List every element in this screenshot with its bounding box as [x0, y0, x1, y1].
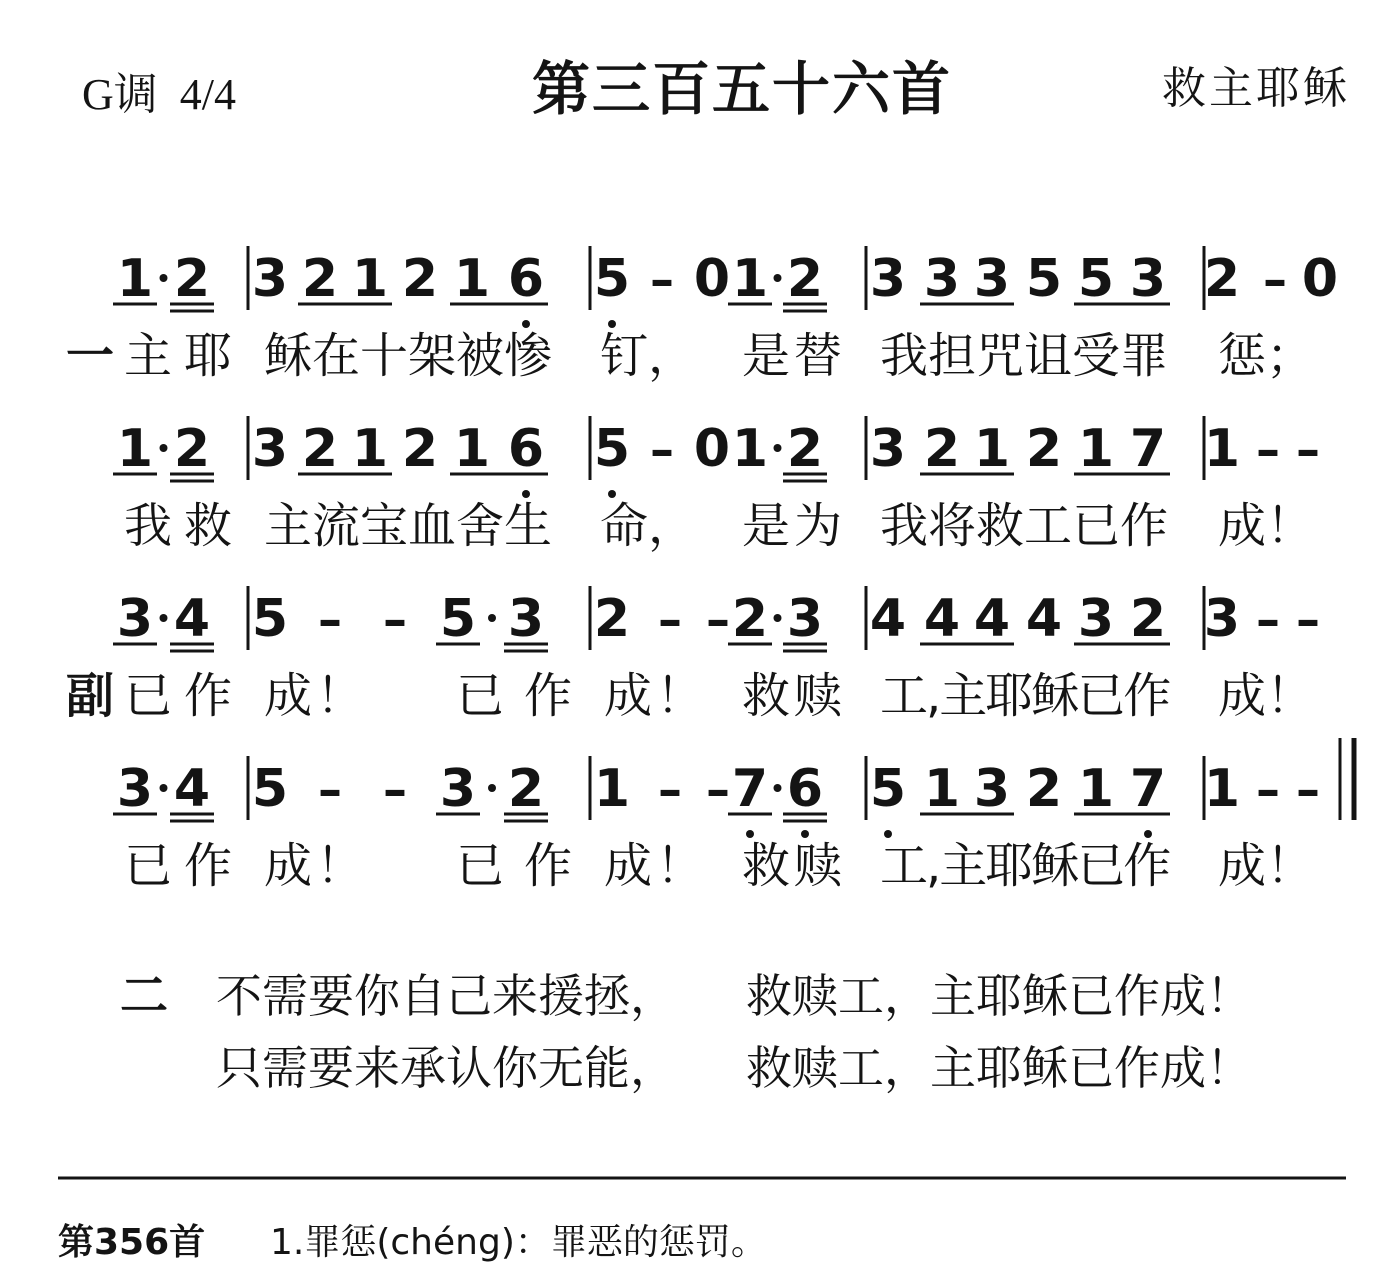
lyric-seg: 成！	[264, 838, 369, 894]
hold-dash: –	[650, 252, 674, 308]
note: 1	[453, 249, 491, 309]
note: 4	[1025, 589, 1063, 649]
footnote-number: 第356首	[58, 1222, 206, 1263]
verse-label-2: 二	[120, 968, 169, 1024]
lyrics-line-3	[66, 668, 1314, 724]
augmentation-dot	[488, 784, 496, 792]
hold-dash: –	[650, 422, 674, 478]
footnote-text: 1.罪惩(chéng)：罪恶的惩罚。	[270, 1222, 767, 1263]
lyrics-line-2	[124, 498, 1314, 554]
note: 1	[116, 419, 154, 479]
note: 2	[507, 759, 545, 819]
note: 2	[786, 419, 824, 479]
note: 0	[693, 419, 731, 479]
note: 2	[731, 589, 769, 649]
note: 4	[173, 589, 211, 649]
hold-dash: –	[1256, 762, 1280, 818]
note: 5	[593, 249, 631, 309]
note: 2	[593, 589, 631, 649]
hold-dash: –	[1256, 422, 1280, 478]
hold-dash: –	[1263, 252, 1287, 308]
lyric-seg: 工,主耶稣已作	[880, 838, 1170, 894]
note: 1	[731, 419, 769, 479]
note: 5	[869, 759, 907, 819]
lyric-seg: 是为	[742, 498, 847, 554]
lyric-seg: 惩；	[1218, 328, 1315, 384]
octave-dot	[608, 320, 616, 328]
note: 1	[923, 759, 961, 819]
note: 0	[1301, 249, 1339, 309]
note: 3	[973, 249, 1011, 309]
verse2-line-2-right: 救赎工，主耶稣已作成！	[746, 1041, 1252, 1095]
lyric-seg: 是替	[742, 328, 847, 384]
lyric-seg: 成！	[264, 668, 369, 724]
augmentation-dot	[774, 444, 782, 452]
hold-dash: –	[383, 592, 407, 648]
note: 1	[351, 249, 389, 309]
hold-dash: –	[1296, 592, 1320, 648]
lyric-seg: 成！	[1218, 498, 1315, 554]
note: 1	[116, 249, 154, 309]
note: 5	[251, 589, 289, 649]
note: 4	[869, 589, 907, 649]
note: 4	[973, 589, 1011, 649]
time-signature: 4/4	[179, 70, 237, 119]
octave-dot	[884, 830, 892, 838]
note: 3	[869, 419, 907, 479]
note: 4	[923, 589, 961, 649]
verse2-line-1-left: 不需要你自己来援拯，	[216, 969, 676, 1023]
note: 3	[1129, 249, 1167, 309]
note: 3	[1203, 589, 1241, 649]
note: 3	[923, 249, 961, 309]
note: 7	[1129, 419, 1167, 479]
verse-2	[120, 968, 1252, 1095]
page-title: 第三百五十六首	[532, 55, 953, 123]
lyric-seg: 我救	[124, 498, 245, 554]
verse-label-1: 一	[66, 328, 115, 384]
note: 3	[251, 249, 289, 309]
note: 5	[251, 759, 289, 819]
octave-dot	[1144, 830, 1152, 838]
note: 2	[923, 419, 961, 479]
note: 1	[453, 419, 491, 479]
hold-dash: –	[706, 592, 730, 648]
note: 2	[1025, 759, 1063, 819]
note: 5	[439, 589, 477, 649]
augmentation-dot	[774, 614, 782, 622]
lyric-seg: 主流宝血舍生	[264, 498, 553, 554]
note: 6	[507, 419, 545, 479]
note: 3	[116, 589, 154, 649]
note: 1	[1077, 419, 1115, 479]
lyric-seg: 成！	[604, 838, 709, 894]
note: 3	[869, 249, 907, 309]
note: 3	[786, 589, 824, 649]
note: 3	[439, 759, 477, 819]
lyric-seg: 已作	[456, 838, 593, 894]
octave-dot	[801, 830, 809, 838]
note: 3	[251, 419, 289, 479]
note: 1	[1203, 759, 1241, 819]
note: 2	[786, 249, 824, 309]
lyric-seg: 已作	[456, 668, 593, 724]
verse2-line-1-right: 救赎工，主耶稣已作成！	[746, 969, 1252, 1023]
note: 2	[173, 419, 211, 479]
augmentation-dot	[160, 444, 168, 452]
lyrics-line-1	[66, 328, 1314, 384]
hold-dash: –	[1256, 592, 1280, 648]
lyric-seg: 工,主耶稣已作	[880, 668, 1170, 724]
note: 2	[1025, 419, 1063, 479]
note: 2	[401, 419, 439, 479]
chorus-label: 副	[66, 668, 115, 724]
hold-dash: –	[706, 762, 730, 818]
note: 1	[1203, 419, 1241, 479]
hold-dash: –	[383, 762, 407, 818]
lyric-seg: 主耶	[124, 328, 245, 384]
note: 1	[1077, 759, 1115, 819]
note: 2	[301, 249, 339, 309]
augmentation-dot	[160, 784, 168, 792]
note: 7	[1129, 759, 1167, 819]
lyric-seg: 成！	[1218, 668, 1315, 724]
note: 5	[1025, 249, 1063, 309]
note: 1	[973, 419, 1011, 479]
augmentation-dot	[488, 614, 496, 622]
note: 2	[1203, 249, 1241, 309]
augmentation-dot	[160, 274, 168, 282]
augmentation-dot	[160, 614, 168, 622]
octave-dot	[608, 490, 616, 498]
hold-dash: –	[1296, 422, 1320, 478]
lyric-seg: 命，	[600, 498, 697, 554]
augmentation-dot	[774, 274, 782, 282]
note: 0	[693, 249, 731, 309]
note: 3	[1077, 589, 1115, 649]
hold-dash: –	[318, 762, 342, 818]
note: 2	[1129, 589, 1167, 649]
hold-dash: –	[318, 592, 342, 648]
lyric-seg: 稣在十架被惨	[264, 328, 553, 384]
note: 6	[786, 759, 824, 819]
lyrics-line-4	[124, 838, 1314, 894]
verse2-line-2-left: 只需要来承认你无能，	[216, 1041, 676, 1095]
hold-dash: –	[1296, 762, 1320, 818]
hymn-subtitle: 救主耶稣	[1162, 63, 1350, 114]
hold-dash: –	[658, 592, 682, 648]
lyric-seg: 已作	[124, 838, 245, 894]
octave-dot	[746, 830, 754, 838]
note: 6	[507, 249, 545, 309]
lyric-seg: 我将救工已作	[880, 498, 1169, 554]
note: 5	[1077, 249, 1115, 309]
note: 2	[401, 249, 439, 309]
lyric-seg: 钉，	[600, 328, 697, 384]
lyric-seg: 成！	[604, 668, 709, 724]
key-label: G调	[82, 70, 158, 119]
octave-dot	[522, 320, 530, 328]
lyric-seg: 已作	[124, 668, 245, 724]
note: 7	[731, 759, 769, 819]
note: 1	[731, 249, 769, 309]
note: 1	[351, 419, 389, 479]
augmentation-dot	[774, 784, 782, 792]
note: 4	[173, 759, 211, 819]
lyric-seg: 救赎	[742, 668, 847, 724]
note: 3	[507, 589, 545, 649]
lyric-seg: 我担咒诅受罪	[880, 328, 1169, 384]
note: 3	[116, 759, 154, 819]
lyric-seg: 成！	[1218, 838, 1315, 894]
lyric-seg: 救赎	[742, 838, 847, 894]
note: 3	[973, 759, 1011, 819]
hold-dash: –	[658, 762, 682, 818]
note: 5	[593, 419, 631, 479]
note: 2	[173, 249, 211, 309]
note: 2	[301, 419, 339, 479]
note: 1	[593, 759, 631, 819]
octave-dot	[522, 490, 530, 498]
